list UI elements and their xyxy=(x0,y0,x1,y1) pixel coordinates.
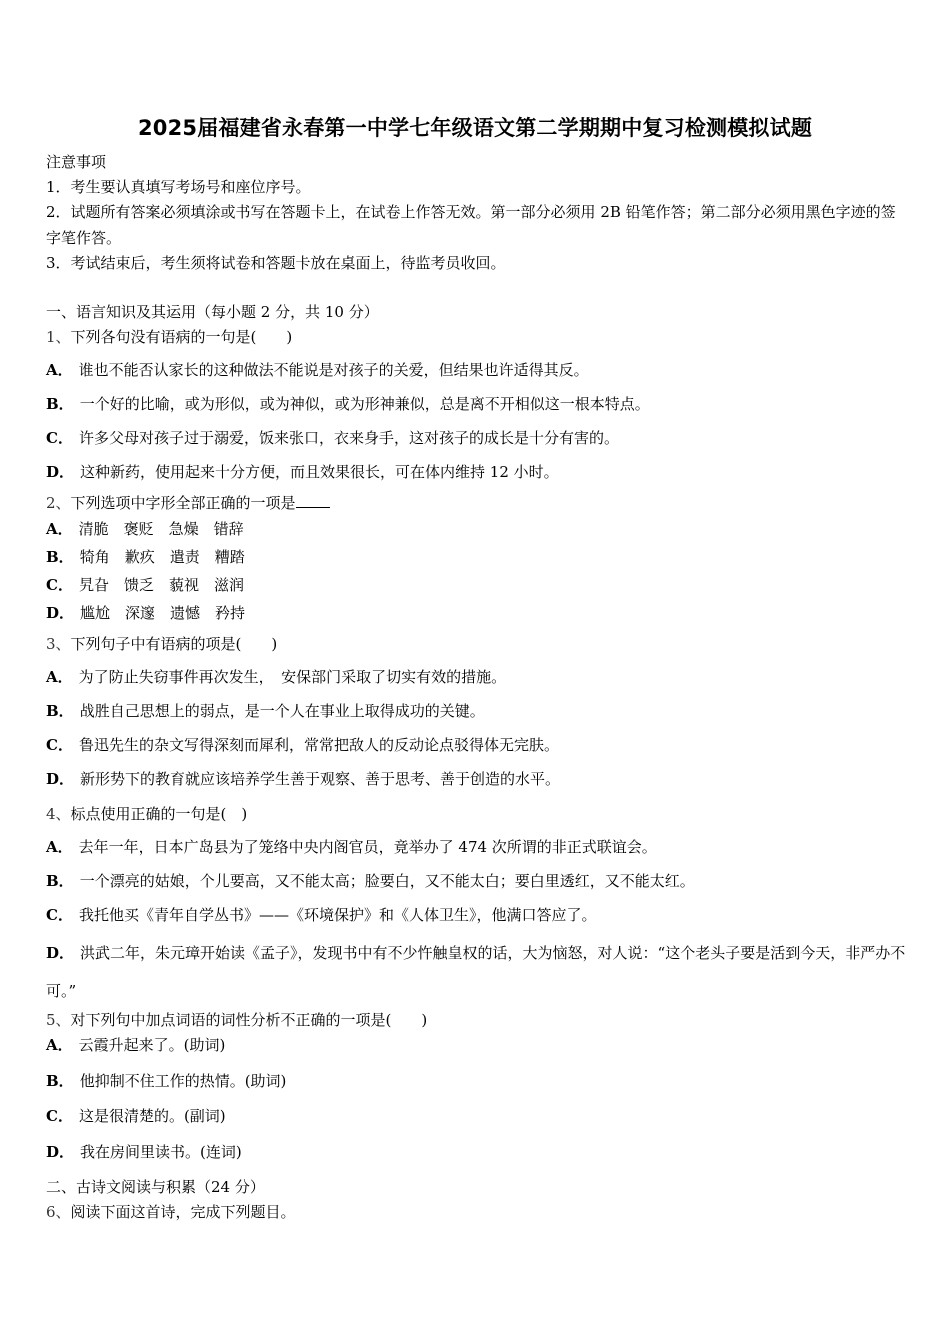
question-text: 阅读下面这首诗，完成下列题目。 xyxy=(70,1203,296,1221)
option-text: 谁也不能否认家长的这种做法不能说是对孩子的关爱，但结果也许适得其反。 xyxy=(78,361,589,379)
option-text: 这种新药，使用起来十分方便，而且效果很长，可在体内维持 12 小时。 xyxy=(80,463,559,481)
option xyxy=(46,394,650,414)
option-text: 旯旮 馈乏 藐视 滋润 xyxy=(78,576,244,594)
option-text: 清脆 褒贬 急燥 错辞 xyxy=(78,520,244,538)
option-letter: C． xyxy=(46,906,73,924)
option xyxy=(46,603,245,623)
option-letter: C． xyxy=(46,429,73,447)
option-text: 一个漂亮的姑娘，个儿要高，又不能太高；脸要白，又不能太白；要白里透红，又不能太红。 xyxy=(79,872,695,890)
option-letter: B． xyxy=(46,395,74,413)
question-number: 5、 xyxy=(46,1011,71,1029)
section-heading: 一、语言知识及其运用（每小题 2 分，共 10 分） xyxy=(46,303,379,321)
option xyxy=(46,575,244,595)
option-letter: B． xyxy=(46,702,74,720)
option xyxy=(46,360,589,380)
option-text: 尴尬 深邃 遗憾 矜持 xyxy=(80,604,246,622)
option xyxy=(46,905,596,925)
option-text: 去年一年，日本广岛县为了笼络中央内阁官员，竟举办了 474 次所谓的非正式联谊会。 xyxy=(78,838,657,856)
answer-blank xyxy=(296,493,330,508)
option-letter: D． xyxy=(46,604,75,622)
option-letter: C． xyxy=(46,576,73,594)
question-number: 1、 xyxy=(46,328,71,346)
option-text: 鲁迅先生的杂文写得深刻而犀利，常常把敌人的反动论点驳得体无完肤。 xyxy=(78,736,559,754)
option xyxy=(46,1035,225,1055)
option-text: 我托他买《青年自学丛书》——《环境保护》和《人体卫生》，他满口答应了。 xyxy=(78,906,597,924)
option-letter: B． xyxy=(46,548,74,566)
option-text: 我在房间里读书。(连词) xyxy=(80,1143,242,1161)
option xyxy=(46,1071,286,1091)
option-text: 战胜自己思想上的弱点，是一个人在事业上取得成功的关键。 xyxy=(79,702,485,720)
notice-heading: 注意事项 xyxy=(46,153,107,171)
option xyxy=(46,519,244,539)
option xyxy=(46,428,619,448)
option xyxy=(46,1106,226,1126)
question-number: 3、 xyxy=(46,635,71,653)
question-text: 下列选项中字形全部正确的一项是 xyxy=(70,494,296,512)
option xyxy=(46,1142,242,1162)
question-text: 下列句子中有语病的项是( ) xyxy=(70,635,278,653)
notice-item: 1．考生要认真填写考场号和座位序号。 xyxy=(46,178,311,196)
option-text: 为了防止失窃事件再次发生， 安保部门采取了切实有效的措施。 xyxy=(78,668,507,686)
question xyxy=(46,1010,427,1030)
option xyxy=(46,837,657,857)
option-text: 这是很清楚的。(副词) xyxy=(78,1107,226,1125)
question-text: 标点使用正确的一句是( ) xyxy=(70,805,248,823)
question xyxy=(46,493,330,513)
option-text: 洪武二年，朱元璋开始读《孟子》，发现书中有不少忤触皇权的话，大为恼怒，对人说：“这个老头子要是活到今天，非严办不可。” xyxy=(46,944,906,1000)
question-number: 4、 xyxy=(46,805,71,823)
option-letter: D． xyxy=(46,463,75,481)
option-letter: A． xyxy=(46,668,73,686)
option-text: 云霞升起来了。(助词) xyxy=(78,1036,226,1054)
option-letter: C． xyxy=(46,1107,73,1125)
option-text: 他抑制不住工作的热情。(助词) xyxy=(79,1072,287,1090)
option xyxy=(46,769,560,789)
option-text: 新形势下的教育就应该培养学生善于观察、善于思考、善于创造的水平。 xyxy=(80,770,561,788)
option-letter: B． xyxy=(46,872,74,890)
option-letter: D． xyxy=(46,770,75,788)
option-letter: A． xyxy=(46,361,73,379)
question xyxy=(46,1202,296,1222)
question-text: 对下列句中加点词语的词性分析不正确的一项是( ) xyxy=(70,1011,428,1029)
option-letter: C． xyxy=(46,736,73,754)
option-letter: D． xyxy=(46,1143,75,1161)
page-title: 2025届福建省永春第一中学七年级语文第二学期期中复习检测模拟试题 xyxy=(137,116,813,140)
notice-item: 2．试题所有答案必须填涂或书写在答题卡上，在试卷上作答无效。第一部分必须用 2B 铅笔作答；第二部分必须用黑色字迹的签字笔作答。 xyxy=(46,203,896,247)
option xyxy=(46,547,245,567)
option xyxy=(46,735,559,755)
option xyxy=(46,462,559,482)
notice-item: 3．考试结束后，考生须将试卷和答题卡放在桌面上，待监考员收回。 xyxy=(46,254,506,272)
question xyxy=(46,804,247,824)
option-letter: B． xyxy=(46,1072,74,1090)
question-text: 下列各句没有语病的一句是( ) xyxy=(70,328,293,346)
option-text: 许多父母对孩子过于溺爱，饭来张口，衣来身手，这对孩子的成长是十分有害的。 xyxy=(78,429,619,447)
option xyxy=(46,667,506,687)
option-letter: A． xyxy=(46,1036,73,1054)
option-letter: A． xyxy=(46,520,73,538)
option xyxy=(46,701,485,721)
question-number: 6、 xyxy=(46,1203,71,1221)
question xyxy=(46,634,277,654)
question xyxy=(46,327,292,347)
option-letter: D． xyxy=(46,944,75,962)
option xyxy=(46,871,695,891)
option-letter: A． xyxy=(46,838,73,856)
option xyxy=(46,934,908,1010)
option-text: 犄角 歉疚 遣责 糟踏 xyxy=(79,548,245,566)
section-heading: 二、古诗文阅读与积累（24 分） xyxy=(46,1178,265,1196)
option-text: 一个好的比喻，或为形似，或为神似，或为形神兼似，总是离不开相似这一根本特点。 xyxy=(79,395,650,413)
question-number: 2、 xyxy=(46,494,71,512)
